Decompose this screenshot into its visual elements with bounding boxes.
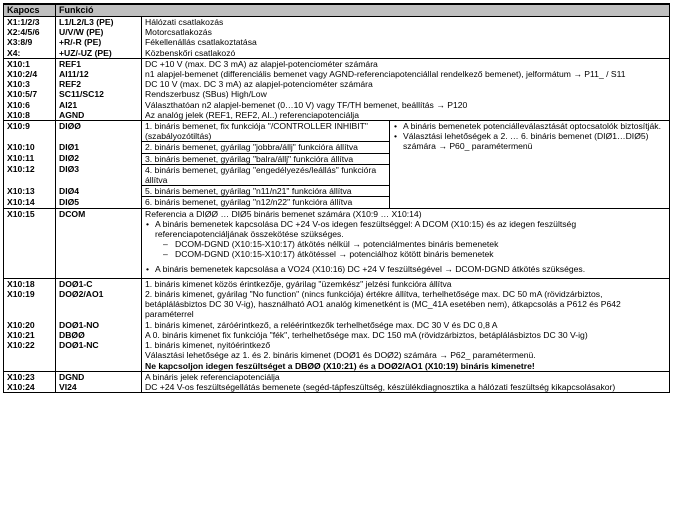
- table-row: [4, 371, 670, 382]
- terminal-signal: DGND: [56, 371, 142, 382]
- terminal-signal: DIØ4: [56, 186, 142, 197]
- table-row: [4, 278, 670, 289]
- terminal-signal: REF2: [56, 79, 142, 89]
- terminal-key: X10:6: [4, 100, 56, 110]
- terminal-key: X10:8: [4, 110, 56, 121]
- note-optocoupler: • A bináris bemenetek potenciálleválasztását optocsatolók biztosítják.: [393, 121, 666, 131]
- terminal-key: X10:19: [4, 289, 56, 320]
- terminal-key: X10:15: [4, 208, 56, 278]
- terminal-function: DC +10 V (max. DC 3 mA) az alapjel-potenciométer számára: [142, 58, 670, 69]
- terminal-function: 2. bináris bemenet, gyárilag "jobbra/állj" funkcióra állítva: [142, 142, 390, 153]
- terminal-signal: DOØ1-NO: [56, 320, 142, 330]
- table-row: [4, 58, 670, 69]
- header-funkcio: Funkció: [56, 5, 670, 17]
- binary-input-notes: [390, 121, 670, 209]
- power-signals: L1/L2/L3 (PE) U/V/W (PE) +R/-R (PE) +UZ/-UZ (PE): [56, 17, 142, 59]
- terminal-function: 1. bináris kimenet, záróérintkező, a reléérintkezők terhelhetősége max. DC 30 V és DC 0,8 A: [142, 320, 670, 330]
- terminal-key: X10:5/7: [4, 89, 56, 99]
- terminal-function: 4. bináris bemenet, gyárilag "engedélyezés/leállás" funkcióra állítva: [142, 164, 390, 185]
- terminal-key: X10:14: [4, 197, 56, 208]
- terminal-function: 1. bináris bemenet, fix funkciója "/CONTROLLER INHIBIT" (szabályozótiltás): [142, 121, 390, 142]
- terminal-signal: AI11/12: [56, 69, 142, 79]
- table-row: [4, 100, 670, 110]
- terminal-signal: SC11/SC12: [56, 89, 142, 99]
- terminal-signal: DIØ5: [56, 197, 142, 208]
- terminal-key: X10:2/4: [4, 69, 56, 79]
- terminal-function: [142, 340, 670, 371]
- terminal-key: X10:1: [4, 58, 56, 69]
- table-row: [4, 289, 670, 320]
- header-kapocs: Kapocs: [4, 5, 56, 17]
- terminal-function: 3. bináris bemenet, gyárilag "balra/állj" funkcióra állítva: [142, 153, 390, 164]
- nc-text: 1. bináris kimenet, nyitóérintkező: [145, 340, 271, 351]
- terminal-signal: DIØØ: [56, 121, 142, 142]
- power-functions: Hálózati csatlakozás Motorcsatlakozás Fékellenállás csatlakoztatása Közbenskőri csatlakozó: [142, 17, 670, 59]
- terminal-signal: DIØ1: [56, 142, 142, 153]
- header-row: [4, 5, 670, 17]
- note-options: • Választási lehetőségek a 2. … 6. bináris bemenet (DIØ1…DIØ5) számára → P60_ paramétermenü: [393, 131, 666, 151]
- table-row: [4, 340, 670, 371]
- terminal-function: 1. bináris kimenet közös érintkezője, gyárilag "üzemkész" jelzési funkcióra állítva: [142, 278, 670, 289]
- terminal-key: X10:11: [4, 153, 56, 164]
- terminal-signal: VI24: [56, 382, 142, 393]
- output-options-note: Választási lehetősége az 1. és 2. bináris kimenet (DOØ1 és DOØ2) számára → P62_ paramétermenü.: [145, 350, 536, 361]
- terminal-function: Az analóg jelek (REF1, REF2, AI..) referenciapotenciálja: [142, 110, 670, 121]
- terminal-function: DC 10 V (max. DC 3 mA) az alapjel-potenciométer számára: [142, 79, 670, 89]
- terminal-key: X10:12: [4, 164, 56, 185]
- terminal-signal: DBØØ: [56, 330, 142, 340]
- table-row: [4, 320, 670, 330]
- terminal-signal: REF1: [56, 58, 142, 69]
- terminal-function: A 0. bináris kimenet fix funkciója "fék", terhelhetősége max. DC 150 mA (rövidzárbiztos, betáplálásbiztos DC 30 V-ig): [142, 330, 670, 340]
- terminal-key: X10:21: [4, 330, 56, 340]
- table-row: [4, 330, 670, 340]
- terminal-function: 5. bináris bemenet, gyárilag "n11/n21" funkcióra állítva: [142, 186, 390, 197]
- terminal-signal: DOØ1-C: [56, 278, 142, 289]
- terminal-key: X10:13: [4, 186, 56, 197]
- group-dcom: [4, 208, 670, 278]
- terminal-key: X10:22: [4, 340, 56, 371]
- group-power: [4, 17, 670, 59]
- terminal-function: 6. bináris bemenet, gyárilag "n12/n22" funkcióra állítva: [142, 197, 390, 208]
- terminal-signal: DIØ2: [56, 153, 142, 164]
- table-row: [4, 121, 670, 142]
- terminal-key: X10:23: [4, 371, 56, 382]
- dcom-dash-without: – DCOM-DGND (X10:15-X10:17) átkötés nélkül → potenciálmentes bináris bemenetek: [145, 239, 666, 249]
- terminal-table: [3, 4, 670, 393]
- terminal-key: X10:10: [4, 142, 56, 153]
- terminal-key: X10:18: [4, 278, 56, 289]
- terminal-function: DC +24 V-os feszültségellátás bemenete (segéd-tápfeszültség, készülékdiagnosztika a hálózati feszültség kikapcsolásakor): [142, 382, 670, 393]
- output-warning: Ne kapcsoljon idegen feszültséget a DBØØ (X10:21) és a DOØ2/AO1 (X10:19) bináris kimenetre!: [145, 360, 535, 371]
- dcom-function: [142, 208, 670, 278]
- dcom-bullet-external: • A bináris bemenetek kapcsolása DC +24 V-os idegen feszültséggel: A DCOM (X10:15) és az idegen feszültség referenciapotenciáljának összekötése szükséges.: [145, 219, 666, 239]
- table-row: [4, 382, 670, 393]
- terminal-function: Rendszerbusz (SBus) High/Low: [142, 89, 670, 99]
- terminal-key: X10:9: [4, 121, 56, 142]
- power-keys: X1:1/2/3 X2:4/5/6 X3:8/9 X4:: [4, 17, 56, 59]
- terminal-function: A bináris jelek referenciapotenciálja: [142, 371, 670, 382]
- terminal-signal: DIØ3: [56, 164, 142, 185]
- terminal-key: X10:20: [4, 320, 56, 330]
- terminal-key: X10:24: [4, 382, 56, 393]
- terminal-signal: AI21: [56, 100, 142, 110]
- terminal-signal: DOØ2/AO1: [56, 289, 142, 320]
- table-row: [4, 110, 670, 121]
- terminal-signal: AGND: [56, 110, 142, 121]
- dcom-dash-with: – DCOM-DGND (X10:15-X10:17) átkötéssel → potenciálhoz kötött bináris bemenetek: [145, 249, 666, 259]
- terminal-function: 2. bináris kimenet, gyárilag "No function" (nincs funkciója) értékre állítva, terhelhetősége max. DC 50 mA (rövidzárbiztos, betáplálásbiztos DC 30 V-ig), használható AO1 analóg kimenetként is (MC_41A esetében nem), átkapcsolás a P612 és P642 paraméterrel: [142, 289, 670, 320]
- terminal-function: n1 alapjel-bemenet (differenciális bemenet vagy AGND-referenciapotenciállal rendelkező bemenet), jelformátum → P11_ / S11: [142, 69, 670, 79]
- table-row: [4, 79, 670, 89]
- dcom-reference: Referencia a DIØØ … DIØ5 bináris bemenet számára (X10:9 … X10:14): [145, 208, 422, 219]
- table-row: [4, 89, 670, 99]
- terminal-signal: DOØ1-NC: [56, 340, 142, 371]
- terminal-signal: DCOM: [56, 208, 142, 278]
- dcom-bullet-vo24: • A bináris bemenetek kapcsolása a VO24 (X10:16) DC +24 V feszültségével → DCOM-DGND átkötés szükséges.: [145, 264, 666, 274]
- terminal-key: X10:3: [4, 79, 56, 89]
- table-row: [4, 69, 670, 79]
- terminal-function: Választhatóan n2 alapjel-bemenet (0…10 V) vagy TF/TH bemenet, beállítás → P120: [142, 100, 670, 110]
